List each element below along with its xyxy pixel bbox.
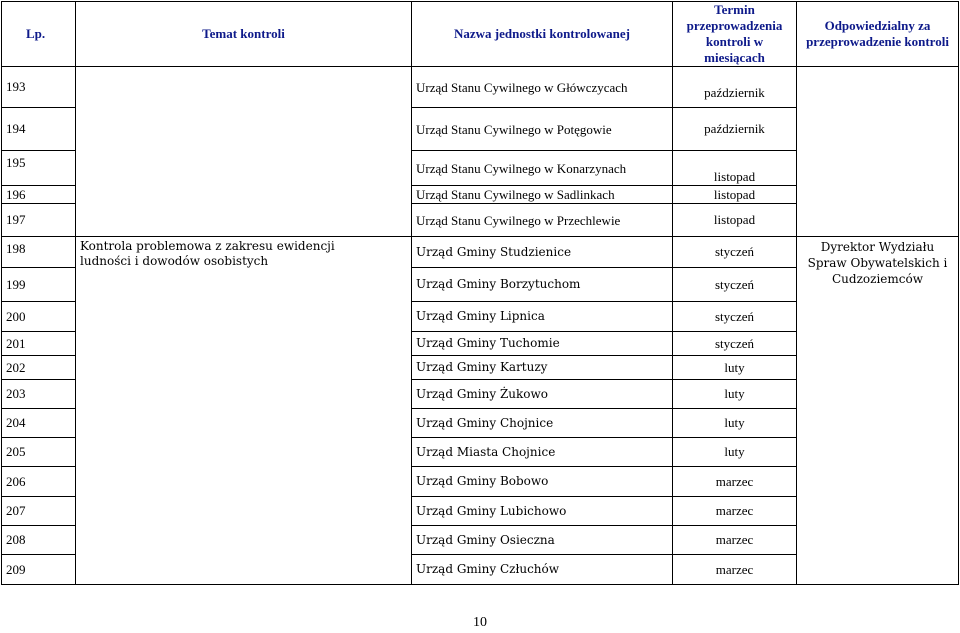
term-month: luty [673,380,797,409]
term-month: marzec [673,526,797,555]
unit-name: Urząd Gminy Osieczna [412,526,673,555]
header-row [2,2,959,67]
term-month: listopad [673,186,797,204]
term-month: styczeń [673,332,797,356]
unit-name: Urząd Gminy Tuchomie [412,332,673,356]
responsible-unit [797,237,959,585]
term-month: luty [673,356,797,380]
page-number: 10 [473,615,487,630]
term-month: luty [673,438,797,467]
term-month: październik [673,67,797,108]
control-topic [76,237,412,585]
row-number: 197 [2,204,76,237]
row-number: 200 [2,302,76,332]
header-term: Termin przeprowadzenia kontroli w miesiącach [673,2,797,67]
unit-name: Urząd Miasta Chojnice [412,438,673,467]
unit-name: Urząd Gminy Studzienice [412,237,673,268]
table-row [2,237,959,268]
unit-name: Urząd Gminy Kartuzy [412,356,673,380]
header-topic: Temat kontroli [76,2,412,67]
term-month: styczeń [673,302,797,332]
unit-name: Urząd Stanu Cywilnego w Konarzynach [412,151,673,186]
responsible-blank [797,67,959,237]
row-number: 203 [2,380,76,409]
row-number: 205 [2,438,76,467]
header-responsible: Odpowiedzialny za przeprowadzenie kontroli [797,2,959,67]
row-number: 208 [2,526,76,555]
row-number: 206 [2,467,76,497]
unit-name: Urząd Stanu Cywilnego w Przechlewie [412,204,673,237]
row-number: 199 [2,268,76,302]
responsible-unit-text: Dyrektor Wydziału Spraw Obywatelskich i Cudzoziemców [807,240,948,286]
header-lp: Lp. [2,2,76,67]
unit-name: Urząd Gminy Chojnice [412,409,673,438]
row-number: 204 [2,409,76,438]
term-month: styczeń [673,237,797,268]
unit-name: Urząd Gminy Żukowo [412,380,673,409]
term-month: październik [673,108,797,151]
row-number: 207 [2,497,76,526]
term-month: marzec [673,497,797,526]
row-number: 201 [2,332,76,356]
term-month: styczeń [673,268,797,302]
control-plan-table [1,1,959,585]
unit-name: Urząd Stanu Cywilnego w Sadlinkach [412,186,673,204]
unit-name: Urząd Gminy Lipnica [412,302,673,332]
term-month: marzec [673,467,797,497]
topic-blank [76,67,412,237]
row-number: 198 [2,237,76,268]
unit-name: Urząd Stanu Cywilnego w Główczycach [412,67,673,108]
header-unit: Nazwa jednostki kontrolowanej [412,2,673,67]
row-number: 209 [2,555,76,585]
unit-name: Urząd Gminy Bobowo [412,467,673,497]
unit-name: Urząd Stanu Cywilnego w Potęgowie [412,108,673,151]
table-row [2,67,959,108]
unit-name: Urząd Gminy Człuchów [412,555,673,585]
unit-name: Urząd Gminy Lubichowo [412,497,673,526]
term-month: marzec [673,555,797,585]
control-topic-text: Kontrola problemowa z zakresu ewidencji ludności i dowodów osobistych [80,239,335,268]
term-month: listopad [673,151,797,186]
row-number: 202 [2,356,76,380]
row-number: 193 [2,67,76,108]
term-month: luty [673,409,797,438]
row-number: 194 [2,108,76,151]
term-month: listopad [673,204,797,237]
row-number: 196 [2,186,76,204]
unit-name: Urząd Gminy Borzytuchom [412,268,673,302]
row-number: 195 [2,151,76,186]
